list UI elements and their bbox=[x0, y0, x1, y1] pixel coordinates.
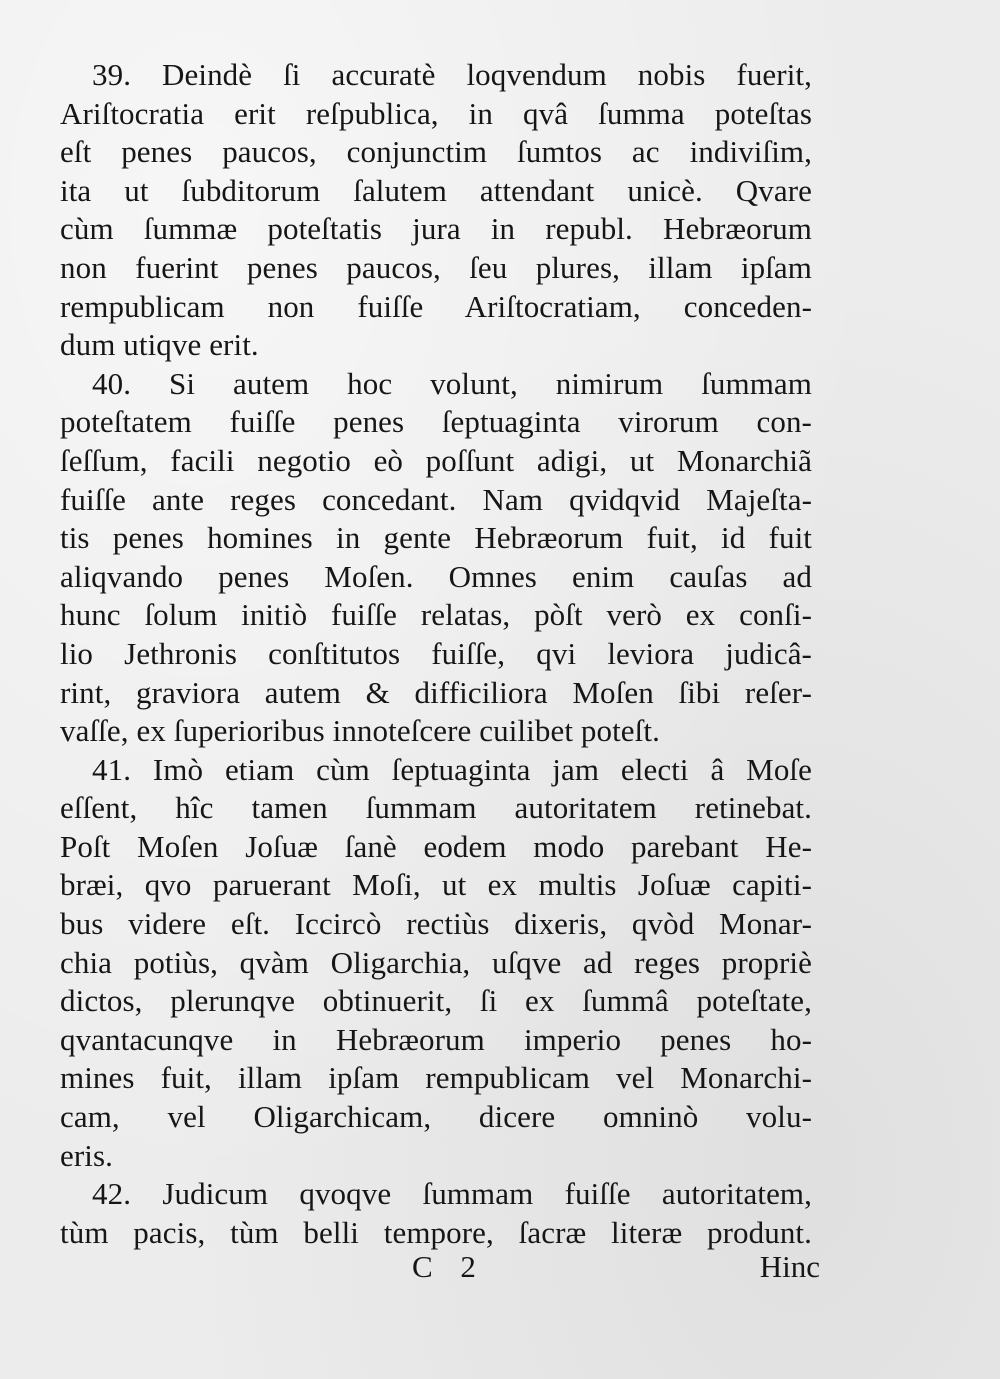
text-line: eſt penes paucos, conjunctim ſumtos ac indiviſim, bbox=[60, 134, 812, 170]
text-line: 42. Judicum qvoqve ſummam fuiſſe autoritatem, bbox=[92, 1176, 812, 1212]
text-line: lio Jethronis conſtitutos fuiſſe, qvi leviora judicâ- bbox=[60, 635, 812, 671]
text-line: rempublicam non fuiſſe Ariſtocratiam, conceden- bbox=[60, 288, 812, 324]
text-line: chia potiùs, qvàm Oligarchia, uſqve ad reges propriè bbox=[60, 944, 812, 980]
text-line: bræi, qvo paruerant Moſi, ut ex multis Joſuæ capiti- bbox=[60, 867, 812, 903]
text-line: eſſent, hîc tamen ſummam autoritatem retinebat. bbox=[60, 790, 812, 826]
catchword: Hinc bbox=[759, 1249, 820, 1284]
text-line: 39. Deindè ſi accuratè loqvendum nobis fuerit, bbox=[92, 57, 812, 92]
text-line: rint, graviora autem & difficiliora Moſen ſibi reſer- bbox=[60, 674, 812, 710]
text-line: ita ut ſubditorum ſalutem attendant unicè. Qvare bbox=[60, 172, 812, 208]
text-line: ſeſſum, facili negotio eò poſſunt adigi, ut Monarchiã bbox=[60, 442, 812, 478]
text-line: qvantacunqve in Hebræorum imperio penes ho- bbox=[60, 1021, 812, 1057]
footer-line bbox=[60, 1247, 820, 1287]
text-line: dum utiqve erit. bbox=[60, 327, 259, 363]
signature-mark: C 2 bbox=[412, 1249, 486, 1284]
text-line: 40. Si autem hoc volunt, nimirum ſummam bbox=[92, 365, 812, 401]
text-line: fuiſſe ante reges concedant. Nam qvidqvid Majeſta- bbox=[60, 481, 812, 517]
text-line: eris. bbox=[60, 1137, 114, 1173]
text-line: vaſſe, ex ſuperioribus innoteſcere cuilibet poteſt. bbox=[60, 713, 660, 749]
text-line: bus videre eſt. Iccircò rectiùs dixeris, qvòd Monar- bbox=[60, 906, 812, 942]
text-line: cam, vel Oligarchicam, dicere omninò volu- bbox=[60, 1099, 812, 1135]
text-line: Ariſtocratia erit reſpublica, in qvâ ſumma poteſtas bbox=[60, 95, 812, 131]
text-line: poteſtatem fuiſſe penes ſeptuaginta virorum con- bbox=[60, 404, 812, 440]
text-line: 41. Imò etiam cùm ſeptuaginta jam electi â Moſe bbox=[92, 751, 812, 787]
text-line: dictos, plerunqve obtinuerit, ſi ex ſummâ poteſtate, bbox=[60, 983, 812, 1019]
text-line: hunc ſolum initiò fuiſſe relatas, pòſt verò ex conſi- bbox=[60, 597, 812, 633]
text-line: aliqvando penes Moſen. Omnes enim cauſas ad bbox=[60, 558, 812, 594]
text-line: tis penes homines in gente Hebræorum fuit, id fuit bbox=[60, 520, 812, 556]
text-line: cùm ſummæ poteſtatis jura in republ. Hebræorum bbox=[60, 211, 812, 247]
text-line: Poſt Moſen Joſuæ ſanè eodem modo parebant He- bbox=[60, 828, 812, 864]
text-line: mines fuit, illam ipſam rempublicam vel Monarchi- bbox=[60, 1060, 812, 1096]
text-line: tùm pacis, tùm belli tempore, ſacræ literæ produnt. bbox=[60, 1214, 812, 1250]
text-line: non fuerint penes paucos, ſeu plures, illam ipſam bbox=[60, 249, 812, 285]
body-text bbox=[60, 56, 812, 1252]
